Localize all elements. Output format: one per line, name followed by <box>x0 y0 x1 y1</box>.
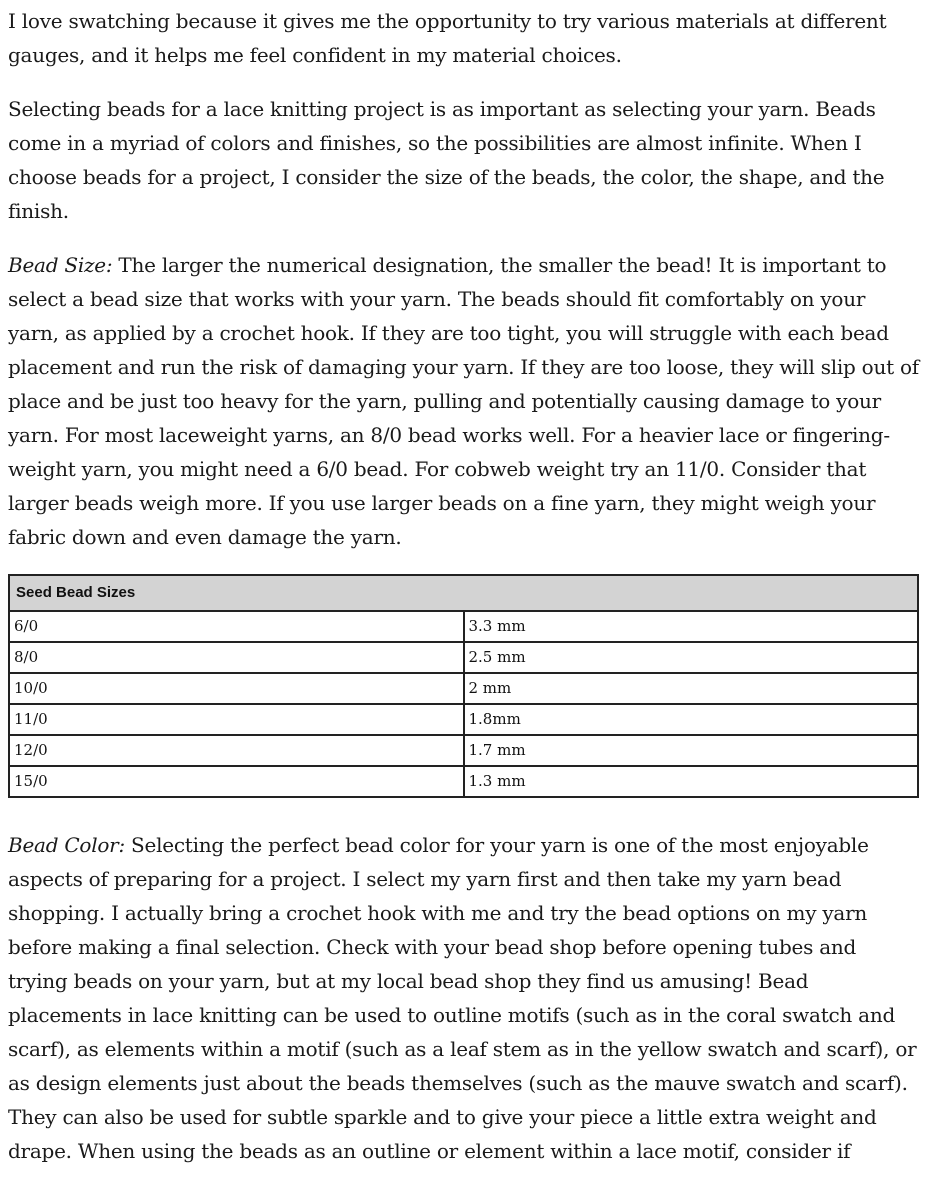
table-row <box>10 673 917 704</box>
table-title: Seed Bead Sizes <box>10 576 917 611</box>
bead-size-heading: Bead Size: <box>8 253 113 277</box>
bead-mm-cell: 3.3 mm <box>468 617 526 635</box>
paragraph-swatching <box>8 4 921 72</box>
paragraph-selecting-beads-text: Selecting beads for a lace knitting project is as important as selecting your yarn. Beads come in a myriad of colors and finishes, so the possibilities are almost infinite. When I choose beads for a project, I consider the size of the beads, the color, the shape, and the finish. <box>8 97 885 223</box>
bead-mm-cell: 1.7 mm <box>464 735 918 766</box>
document-page <box>8 4 921 1188</box>
bead-mm-cell: 1.8mm <box>464 704 918 735</box>
bead-size-cell: 11/0 <box>10 704 464 735</box>
paragraph-bead-color <box>8 828 921 1168</box>
paragraph-selecting-beads <box>8 92 921 228</box>
bead-mm-cell: 2 mm <box>464 673 918 704</box>
seed-bead-sizes-table <box>8 574 919 798</box>
bead-size-cell: 12/0 <box>10 735 464 766</box>
table-row <box>10 611 917 642</box>
bead-size-cell: 8/0 <box>10 642 464 673</box>
bead-size-cell: 6/0 <box>10 611 464 642</box>
table-row <box>10 766 917 796</box>
bead-mm-cell: 1.3 mm <box>464 766 918 796</box>
table-row <box>10 704 917 735</box>
bead-mm-cell: 2.5 mm <box>464 642 918 673</box>
bead-size-cell: 10/0 <box>10 673 464 704</box>
bead-size-text: The larger the numerical designation, the smaller the bead! It is important to select a bead size that works with your yarn. The beads should fit comfortably on your yarn, as applied by a crochet hook. If they are too tight, you will struggle with each bead placement and run the risk of damaging your yarn. If they are too loose, they will slip out of place and be just too heavy for the yarn, pulling and potentially causing damage to your yarn. For most laceweight yarns, an 8/0 bead works well. For a heavier lace or fingering-weight yarn, you might need a 6/0 bead. For cobweb weight try an 11/0. Consider that larger beads weigh more. If you use larger beads on a fine yarn, they might weigh your fabric down and even damage the yarn. <box>8 253 919 549</box>
table-row <box>10 642 917 673</box>
bead-color-heading: Bead Color: <box>8 833 125 857</box>
paragraph-bead-size <box>8 248 921 554</box>
bead-color-text: Selecting the perfect bead color for your yarn is one of the most enjoyable aspects of preparing for a project. I select my yarn first and then take my yarn bead shopping. I actually bring a crochet hook with me and try the bead options on my yarn before making a final selection. Check with your bead shop before opening tubes and trying beads on your yarn, but at my local bead shop they find us amusing! Bead placements in lace knitting can be used to outline motifs (such as in the coral swatch and scarf), as elements within a motif (such as a leaf stem as in the yellow swatch and scarf), or as design elements just about the beads themselves (such as the mauve swatch and scarf). They can also be used for subtle sparkle and to give your piece a little extra weight and drape. When using the beads as an outline or element within a lace motif, consider if <box>8 833 917 1163</box>
bead-size-cell: 15/0 <box>10 766 464 796</box>
paragraph-swatching-text: I love swatching because it gives me the opportunity to try various materials at different gauges, and it helps me feel confident in my material choices. <box>8 9 887 67</box>
table-row <box>10 735 917 766</box>
